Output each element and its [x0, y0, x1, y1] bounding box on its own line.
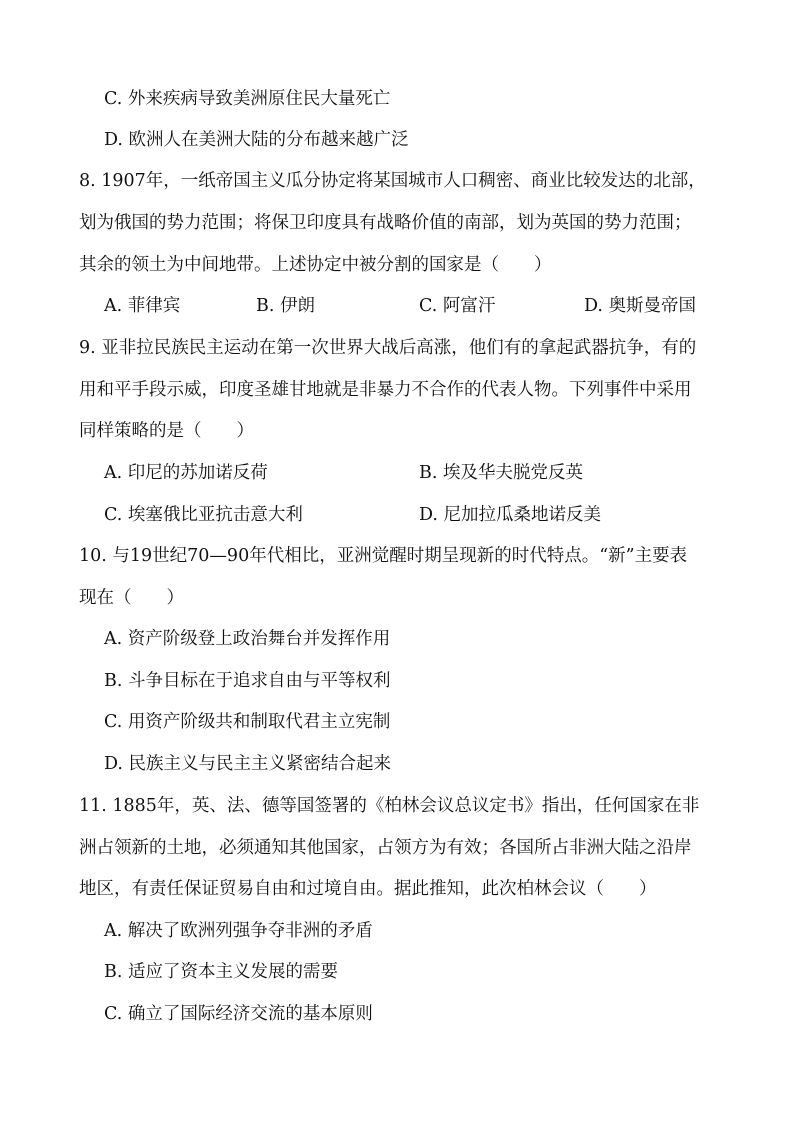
option-d: D. 奥斯曼帝国	[584, 296, 697, 316]
option-d: D. 民族主义与民主主义紧密结合起来	[104, 754, 392, 774]
question-9-line-2: 用和平手段示威，印度圣雄甘地就是非暴力不合作的代表人物。下列事件中采用	[79, 380, 692, 400]
question-10-line-2: 现在（ ）	[79, 588, 184, 608]
option-d: D. 欧洲人在美洲大陆的分布越来越广泛	[104, 130, 409, 150]
option-b: B. 斗争目标在于追求自由与平等权利	[104, 671, 391, 691]
question-9-options-row-1	[0, 461, 794, 485]
option-a: A. 菲律宾	[104, 296, 181, 316]
option-d: D. 尼加拉瓜桑地诺反美	[419, 505, 602, 525]
question-11-line-2: 洲占领新的土地，必须通知其他国家，占领方为有效；各国所占非洲大陆之沿岸	[79, 838, 692, 858]
option-b: B. 伊朗	[256, 296, 315, 316]
question-10-line-1: 10. 与19世纪70—90年代相比，亚洲觉醒时期呈现新的时代特点。“新”主要表	[79, 546, 688, 566]
option-c: C. 阿富汗	[419, 296, 496, 316]
option-c: C. 埃塞俄比亚抗击意大利	[104, 505, 303, 525]
question-9-options-row-2	[0, 503, 794, 527]
option-c: C. 用资产阶级共和制取代君主立宪制	[104, 712, 391, 732]
option-b: B. 埃及华夫脱党反英	[419, 463, 583, 483]
option-b: B. 适应了资本主义发展的需要	[104, 962, 338, 982]
option-c: C. 确立了国际经济交流的基本原则	[104, 1004, 373, 1024]
question-8-line-3: 其余的领土为中间地带。上述协定中被分割的国家是（ ）	[79, 255, 552, 275]
question-9-line-3: 同样策略的是（ ）	[79, 421, 254, 441]
question-8-line-2: 划为俄国的势力范围；将保卫印度具有战略价值的南部，划为英国的势力范围；	[79, 213, 692, 233]
option-a: A. 印尼的苏加诺反荷	[104, 463, 268, 483]
option-c: C. 外来疾病导致美洲原住民大量死亡	[104, 89, 391, 109]
question-8-options	[0, 294, 794, 318]
question-11-line-3: 地区，有责任保证贸易自由和过境自由。据此推知，此次柏林会议（ ）	[79, 879, 657, 899]
option-a: A. 资产阶级登上政治舞台并发挥作用	[104, 629, 391, 649]
question-8-line-1: 8. 1907年，一纸帝国主义瓜分协定将某国城市人口稠密、商业比较发达的北部，	[79, 171, 706, 191]
question-11-line-1: 11. 1885年，英、法、德等国签署的《柏林会议总议定书》指出，任何国家在非	[79, 796, 700, 816]
option-a: A. 解决了欧洲列强争夺非洲的矛盾	[104, 921, 373, 941]
question-9-line-1: 9. 亚非拉民族民主运动在第一次世界大战后高涨，他们有的拿起武器抗争，有的	[79, 338, 697, 358]
